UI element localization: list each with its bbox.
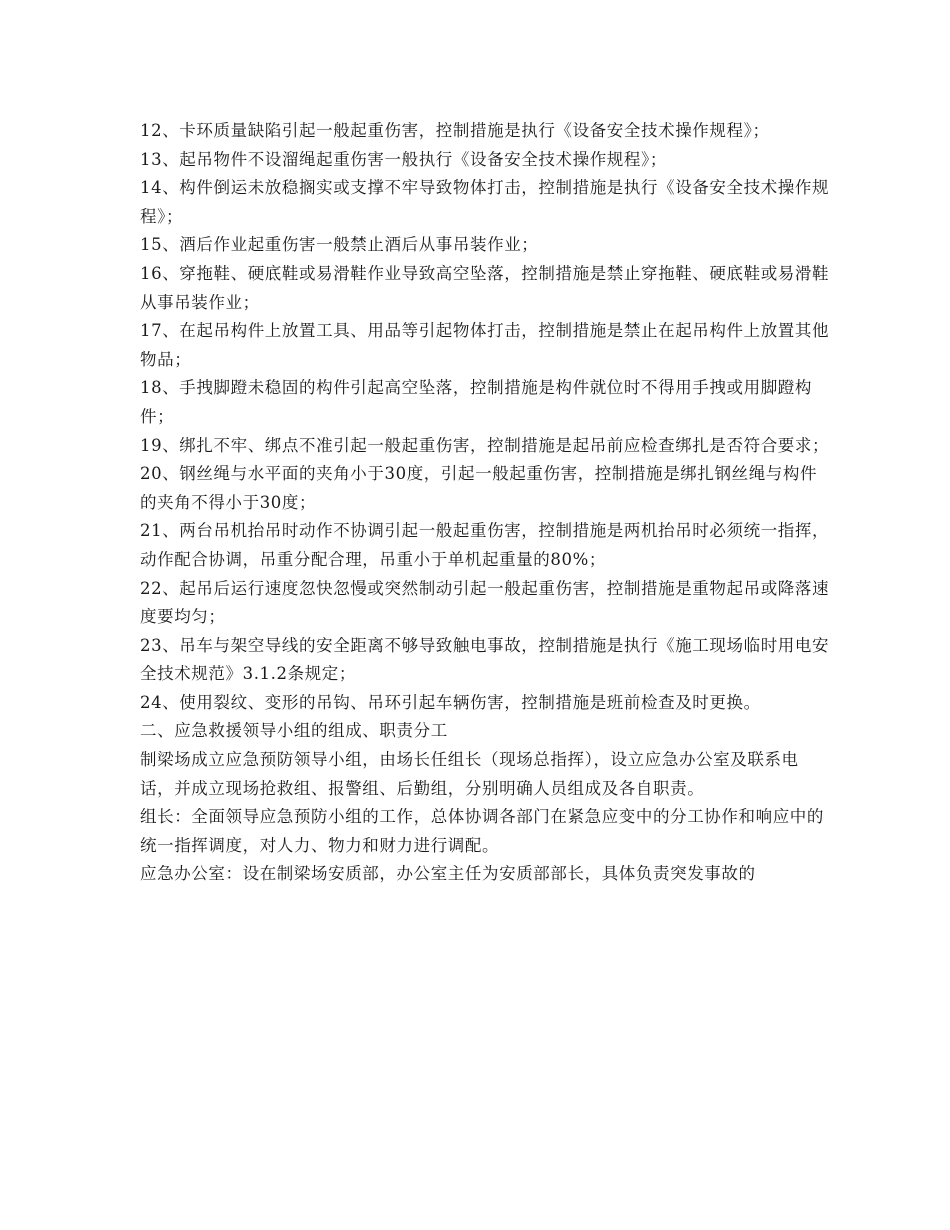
paragraph-item-18: 18、手拽脚蹬未稳固的构件引起高空坠落，控制措施是构件就位时不得用手拽或用脚蹬构件； bbox=[140, 378, 812, 426]
paragraph-item-21: 21、两台吊机抬吊时动作不协调引起一般起重伤害，控制措施是两机抬吊时必须统一指挥，动作配合协调，吊重分配合理，吊重小于单机起重量的80%； bbox=[140, 521, 830, 569]
document-body bbox=[140, 117, 830, 889]
paragraph-item-20: 20、钢丝绳与水平面的夹角小于30度，引起一般起重伤害，控制措施是绑扎钢丝绳与构件的夹角不得小于30度； bbox=[140, 464, 818, 512]
paragraph-item-15: 15、酒后作业起重伤害一般禁止酒后从事吊装作业； bbox=[140, 235, 539, 255]
paragraph-group-leader: 组长：全面领导应急预防小组的工作，总体协调各部门在紧急应变中的分工协作和响应中的统一指挥调度，对人力、物力和财力进行调配。 bbox=[140, 807, 824, 855]
paragraph-item-17: 17、在起吊构件上放置工具、用品等引起物体打击，控制措施是禁止在起吊构件上放置其他物品； bbox=[140, 321, 830, 369]
paragraph-item-14: 14、构件倒运未放稳搁实或支撑不牢导致物体打击，控制措施是执行《设备安全技术操作规程》； bbox=[140, 178, 830, 226]
paragraph-item-24: 24、使用裂纹、变形的吊钩、吊环引起车辆伤害，控制措施是班前检查及时更换。 bbox=[140, 692, 761, 712]
paragraph-emergency-office: 应急办公室：设在制梁场安质部，办公室主任为安质部部长，具体负责突发事故的 bbox=[140, 864, 756, 884]
paragraph-organization: 制梁场成立应急预防领导小组，由场长任组长（现场总指挥），设立应急办公室及联系电话，并成立现场抢救组、报警组、后勤组，分别明确人员组成及各自职责。 bbox=[140, 750, 799, 798]
paragraph-item-19: 19、绑扎不牢、绑点不准引起一般起重伤害，控制措施是起吊前应检查绑扎是否符合要求； bbox=[140, 435, 830, 455]
section-heading: 二、应急救援领导小组的组成、职责分工 bbox=[140, 721, 448, 741]
paragraph-item-23: 23、吊车与架空导线的安全距离不够导致触电事故，控制措施是执行《施工现场临时用电安全技术规范》3.1.2条规定； bbox=[140, 635, 830, 684]
paragraph-item-16: 16、穿拖鞋、硬底鞋或易滑鞋作业导致高空坠落，控制措施是禁止穿拖鞋、硬底鞋或易滑鞋从事吊装作业； bbox=[140, 263, 830, 312]
paragraph-item-13: 13、起吊物件不设溜绳起重伤害一般执行《设备安全技术操作规程》； bbox=[140, 149, 667, 169]
paragraph-item-12: 12、卡环质量缺陷引起一般起重伤害，控制措施是执行《设备安全技术操作规程》； bbox=[140, 121, 770, 140]
paragraph-item-22: 22、起吊后运行速度忽快忽慢或突然制动引起一般起重伤害，控制措施是重物起吊或降落速度要均匀； bbox=[140, 578, 830, 627]
